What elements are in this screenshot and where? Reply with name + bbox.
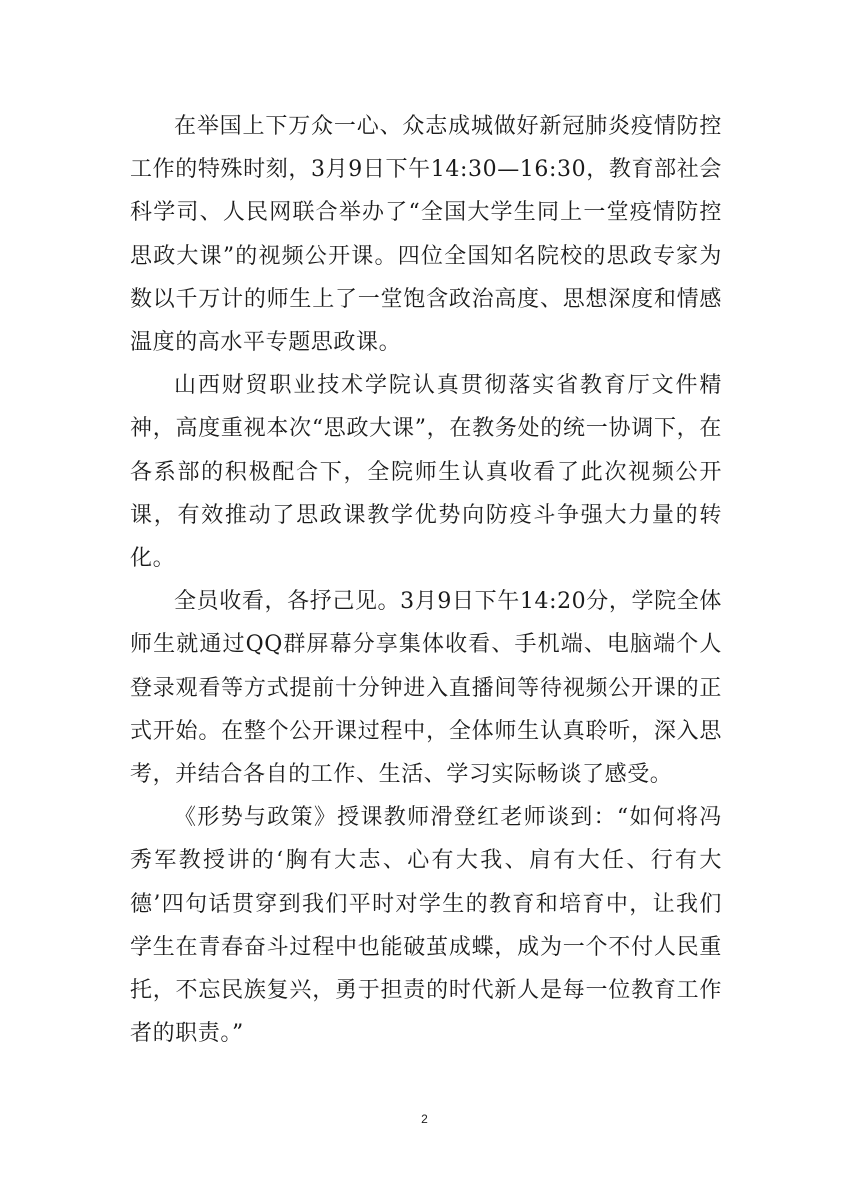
page-number: 2 — [421, 1112, 428, 1126]
paragraph-2: 山西财贸职业技术学院认真贯彻落实省教育厅文件精神，高度重视本次“思政大课”，在教务处的统一协调下，在各系部的积极配合下，全院师生认真收看了此次视频公开课，有效推动了思政课教学优势向防疫斗争强大力量的转化。 — [130, 373, 722, 572]
paragraph-1: 在举国上下万众一心、众志成城做好新冠肺炎疫情防控工作的特殊时刻，3月9日下午14:30—16:30，教育部社会科学司、人民网联合举办了“全国大学生同上一堂疫情防控思政大课”的视频公开课。四位全国知名院校的思政专家为数以千万计的师生上了一堂饱含政治高度、思想深度和情感温度的高水平专题思政课。 — [130, 114, 722, 356]
document-body — [130, 105, 722, 1055]
paragraph-3: 全员收看，各抒己见。3月9日下午14:20分，学院全体师生就通过QQ群屏幕分享集体收看、手机端、电脑端个人登录观看等方式提前十分钟进入直播间等待视频公开课的正式开始。在整个公开课过程中，全体师生认真聆听，深入思考，并结合各自的工作、生活、学习实际畅谈了感受。 — [130, 589, 722, 788]
paragraph-4: 《形势与政策》授课教师滑登红老师谈到：“如何将冯秀军教授讲的‘胸有大志、心有大我、肩有大任、行有大德’四句话贯穿到我们平时对学生的教育和培育中，让我们学生在青春奋斗过程中也能破茧成蝶，成为一个不付人民重托，不忘民族复兴，勇于担责的时代新人是每一位教育工作者的职责。” — [130, 805, 722, 1047]
